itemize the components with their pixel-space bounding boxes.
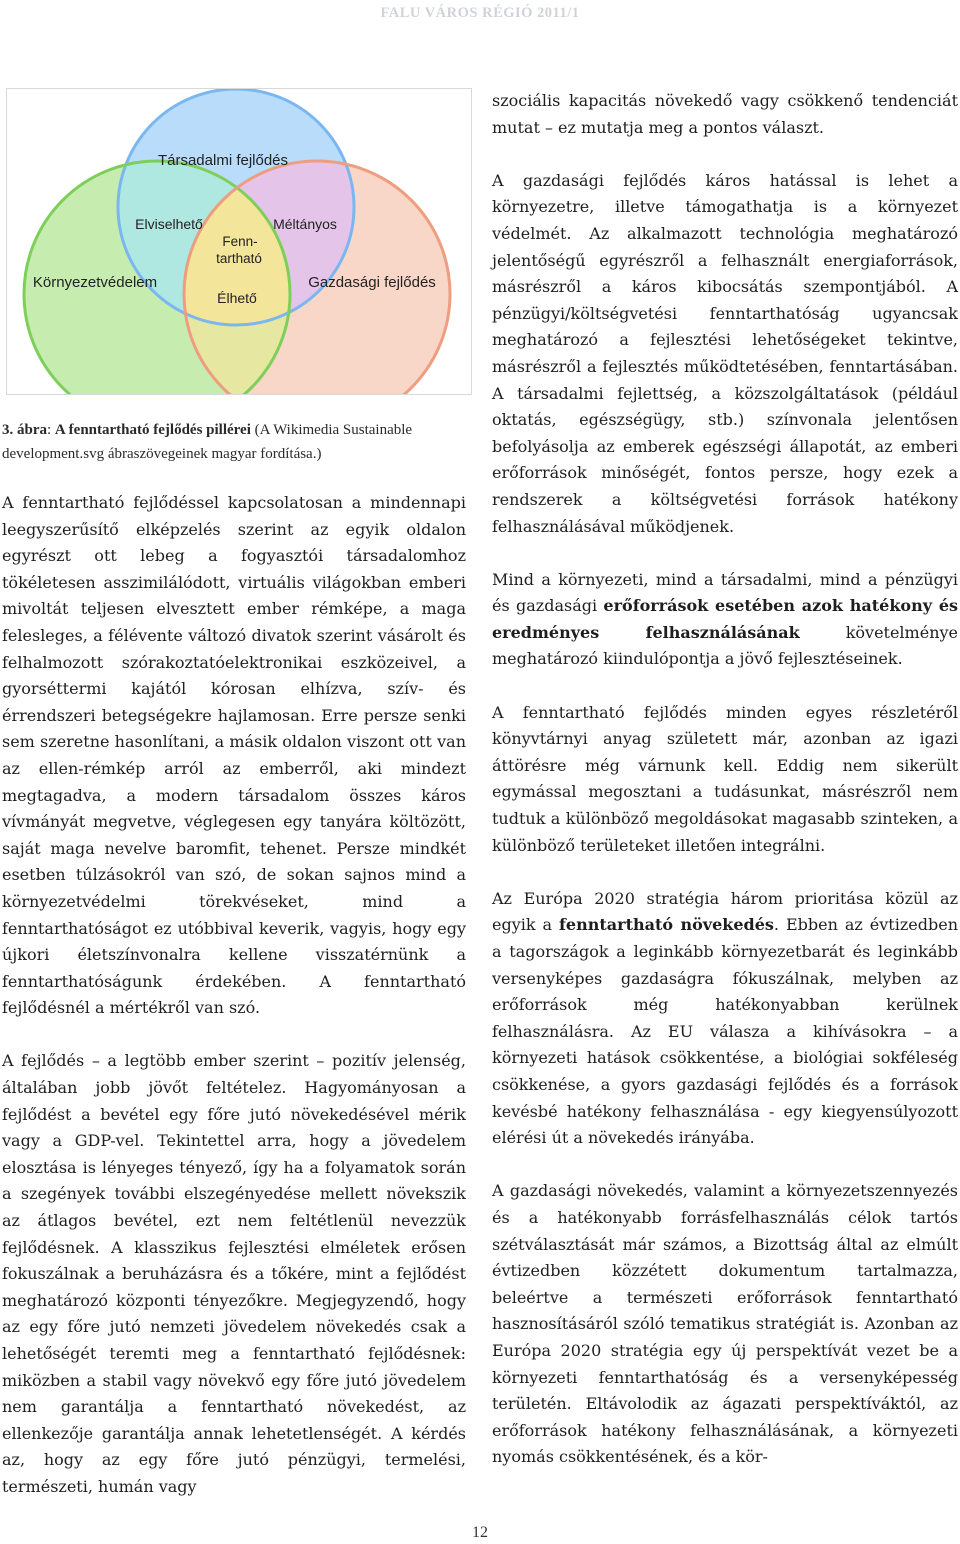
running-header: FALU VÁROS RÉGIÓ 2011/1 xyxy=(380,5,580,21)
right-column xyxy=(492,88,958,1471)
label-social: Társadalmi fejlődés xyxy=(157,152,289,169)
text-run: Az Európa 2020 stratégia három prioritása közül az egyik a xyxy=(492,888,958,935)
caption-title: A fenntartható fejlődés pillérei xyxy=(54,422,251,438)
left-column xyxy=(2,490,466,1501)
paragraph-resources xyxy=(492,567,958,673)
caption-separator: : xyxy=(47,422,55,438)
label-sustainable-1: Fenn- xyxy=(222,234,258,249)
caption-source: (A Wikimedia Sustainable development.svg ábraszövegeinek magyar fordítása.) xyxy=(2,422,413,462)
venn-diagram xyxy=(7,89,471,394)
text-run: követelménye meghatározó kiindulópontja a jövő fejlesztéseinek. xyxy=(492,622,958,669)
text-run: Mind a környezeti, mind a társadalmi, mind a pénzügyi és gazdasági xyxy=(492,569,958,616)
paragraph: A fenntartható fejlődéssel kapcsolatosan a mindennapi leegyszerűsítő elképzelés szerint az egyik oldalon egyrészt ott lebeg a fogyasztói társadalomhoz tökéletesen asszimilálódott, virtuális világokban emberi mivoltát teljesen elvesztett ember rémképe, a maga felesleges, a félévente változó divatok szerint vásárolt és felhalmozott szórakoztatóelektronikai eszközeivel, a gyorséttermi kajától kórosan elhízva, szív- és érrendszeri betegségekre hajlamosan. Erre persze senki sem szeretne hasonlítani, a másik oldalon viszont ott van az ellen-rémkép arról az emberről, aki mindezt megtagadva, a modern társadalom összes káros vívmányát megvetve, véglegesen egy tanyára költözött, saját maga nevelve baromfit, tehenet. Persze mindkét esetben túlzásokról van szó, de sokan sajnos mind a környezetvédelmi törekvéseket, mind a fenntarthatóságot ez utóbbival keverik, vagyis, hogy egy újkori életszínvonalra kellene visszatérnünk a fenntarthatóságunk érdekében. A fenntartható fejlődésnél a mértékről van szó. xyxy=(2,493,466,1018)
page-number: 12 xyxy=(472,1524,488,1541)
paragraph: A gazdasági fejlődés káros hatással is lehet a környezetre, illetve támogathatja is a környezet védelmét. Az alkalmazott technológia meghatározó jelentőségű egyrészről a felhasznált energiaforrások, másrészről a káros kibocsátás szempontjából. A pénzügyi/költségvetési fenntarthatóság ugyancsak meghatározó a fejlesztési lehetőségeket tekintve, másrészről a fejlesztés működtetésében, fenntartásában. A társadalmi fejlettség, a közszolgáltatások (például oktatás, egészségügy, stb.) színvonala jelentősen befolyásolja az emberek egészségi állapotát, az emberi erőforrások minőségét, fontos persze, hogy ezek a rendszerek a költségvetési források hatékony felhasználásával működjenek. xyxy=(492,170,958,536)
label-sustainable-2: tartható xyxy=(216,251,262,266)
figure-caption xyxy=(2,418,466,466)
text-run: . Ebben az évtizedben a tagországok a leginkább környezetbarát és leginkább versenyképes gazdaságra fókuszálnak, melyben az erőforrások még hatékonyabban kerülnek felhasználásra. Az EU válasza a kihívásokra – a környezeti hatások csökkentése, a biológiai sokféleség csökkenése, a gyors gazdasági fejlődés és a források kevésbé hatékony felhasználása - egy kiegyensúlyozott elérési út a növekedés irányába. xyxy=(492,915,958,1148)
label-economy: Gazdasági fejlődés xyxy=(308,274,436,291)
emphasis-text: fenntartható növekedés xyxy=(559,915,774,935)
paragraph: A gazdasági növekedés, valamint a környezetszennyezés és a hatékonyabb forrásfelhasználás célok tartós szétválasztását már számos, a Bizottság által az elmúlt évtizedben közzétett dokumentum tartalmazza, beleértve a természeti erőforrások fenntartható hasznosításáról szóló tematikus stratégiát is. Azonban az Európa 2020 stratégia egy új perspektívát vezet be a környezeti fenntarthatóság és a versenyképesség területén. Eltávolodik az ágazati perspektíváktól, az erőforrások hatékony felhasználásának, a környezeti nyomás csökkentésének, és a kör- xyxy=(492,1181,958,1467)
venn-diagram-figure xyxy=(6,88,472,395)
label-equitable: Méltányos xyxy=(273,216,337,232)
label-environment: Környezetvédelem xyxy=(32,274,158,291)
paragraph: A fenntartható fejlődés minden egyes részletéről könyvtárnyi anyag született már, azonban az igazi áttörésre még várnunk kell. Eddig nem sikerült egymással megosztani a tudásunkat, másrészről nem tudtuk a különböző megoldásokat magasabb szinteken, a különböző területeket illetően integrálni. xyxy=(492,702,958,855)
label-viable: Élhető xyxy=(217,290,257,306)
caption-label: 3. ábra xyxy=(2,422,47,438)
paragraph: szociális kapacitás növekedő vagy csökkenő tendenciát mutat – ez mutatja meg a pontos választ. xyxy=(492,91,958,137)
emphasis-text: erőforrások esetében azok hatékony és eredményes felhasználásának xyxy=(492,596,959,642)
paragraph-europe-2020 xyxy=(492,886,958,1152)
paragraph: A fejlődés – a legtöbb ember szerint – pozitív jelenség, általában jobb jövőt feltételez. Hagyományosan a fejlődést a bevétel egy főre jutó növekedésével mérik vagy a GDP-vel. Tekintettel arra, hogy a jövedelem elosztása is lényeges tényező, így ha a folyamatok során a szegények további elszegényedése mellett növekszik az átlagos bevétel, ezt nem feltétlenül nevezzük fejlődésnek. A klasszikus fejlesztési elméletek erősen fokuszálnak a beruházásra és a tőkére, mint a fejlődést meghatározó központi tényezőkre. Megjegyzendő, hogy az egy főre jutó nemzeti jövedelem növekedés csak a lehetőségét teremti meg a fenntartható fejlődésnek: miközben a stabil vagy növekvő egy főre jutó jövedelem nem garantálja a fenntartható növekedést, az ellenkezője garantálja annak lehetetlenségét. A kérdés az, hogy az egy főre jutó pénzügyi, termelési, természeti, humán vagy xyxy=(2,1051,466,1496)
label-bearable: Elviselhető xyxy=(135,216,203,232)
